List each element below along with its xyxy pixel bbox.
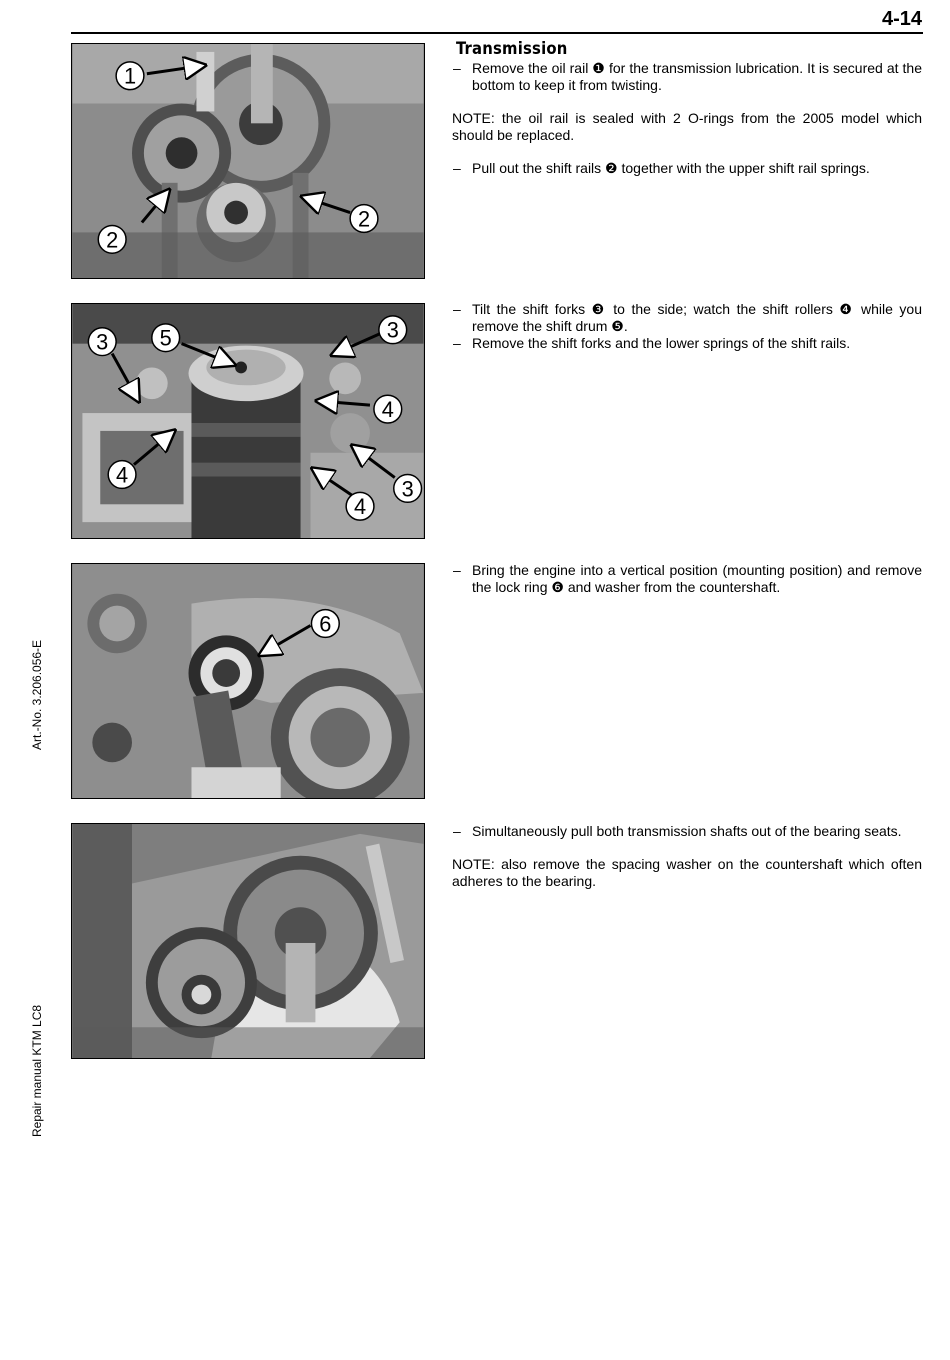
callout-5 [152, 324, 180, 352]
svg-text:3: 3 [386, 317, 399, 343]
text-block-2 [452, 301, 922, 352]
header-rule [71, 32, 923, 34]
dash-bullet: – [453, 301, 461, 317]
callout-4 [108, 461, 136, 489]
dash-bullet: – [453, 823, 461, 839]
svg-text:5: 5 [159, 325, 172, 351]
dash-bullet: – [453, 60, 461, 76]
step-item [452, 160, 922, 177]
step-text: Tilt the shift forks ❸ to the side; watch the shift rollers ❹ while you remove the shift drum ❺. [472, 301, 922, 334]
step-item [452, 823, 922, 840]
step-text: Remove the oil rail ❶ for the transmission lubrication. It is secured at the bottom to keep it from twisting. [472, 60, 922, 93]
step-item [452, 335, 922, 352]
page-number: 4-14 [881, 8, 922, 30]
callout-6 [311, 610, 339, 638]
dash-bullet: – [453, 335, 461, 351]
text-block-1 [452, 40, 922, 177]
step-item [452, 301, 922, 335]
svg-text:3: 3 [401, 476, 414, 502]
manual-title: Repair manual KTM LC8 [30, 1004, 44, 1137]
note-text: NOTE: also remove the spacing washer on the countershaft which often adheres to the bearing. [452, 856, 922, 889]
callout-3 [394, 475, 422, 503]
dash-bullet: – [453, 562, 461, 578]
dash-bullet: – [453, 160, 461, 176]
step-item [452, 60, 922, 94]
callout-1 [116, 62, 144, 90]
note-text: NOTE: the oil rail is sealed with 2 O-rings from the 2005 model which should be replaced. [452, 110, 922, 143]
svg-text:2: 2 [357, 206, 371, 232]
callout-2 [350, 205, 378, 233]
callout-4 [374, 395, 402, 423]
callout-3 [88, 328, 116, 356]
text-block-3 [452, 562, 922, 596]
photo-shift-forks-drum [71, 303, 425, 539]
step-text: Pull out the shift rails ❷ together with the upper shift rail springs. [472, 160, 870, 176]
svg-text:3: 3 [96, 329, 109, 355]
callout-4 [346, 492, 374, 520]
step-item [452, 562, 922, 596]
article-number: Art.-No. 3.206.056-E [30, 639, 44, 750]
text-block-4 [452, 823, 922, 906]
svg-text:6: 6 [319, 611, 332, 637]
svg-text:1: 1 [123, 63, 137, 89]
photo-lock-ring [71, 563, 425, 799]
callout-2 [98, 225, 126, 253]
svg-text:2: 2 [106, 227, 119, 253]
svg-text:4: 4 [353, 494, 367, 520]
photo-oil-rail-shift-rails [71, 43, 425, 279]
svg-text:4: 4 [381, 397, 394, 423]
section-title: Transmission [456, 39, 568, 58]
photo-transmission-shafts [71, 823, 425, 1059]
callout-3 [379, 316, 407, 344]
step-text: Simultaneously pull both transmission shafts out of the bearing seats. [472, 823, 902, 839]
step-text: Bring the engine into a vertical position (mounting position) and remove the lock ring ❻ and washer from the countershaft. [472, 562, 922, 595]
svg-text:4: 4 [116, 462, 129, 488]
step-text: Remove the shift forks and the lower springs of the shift rails. [472, 335, 851, 351]
